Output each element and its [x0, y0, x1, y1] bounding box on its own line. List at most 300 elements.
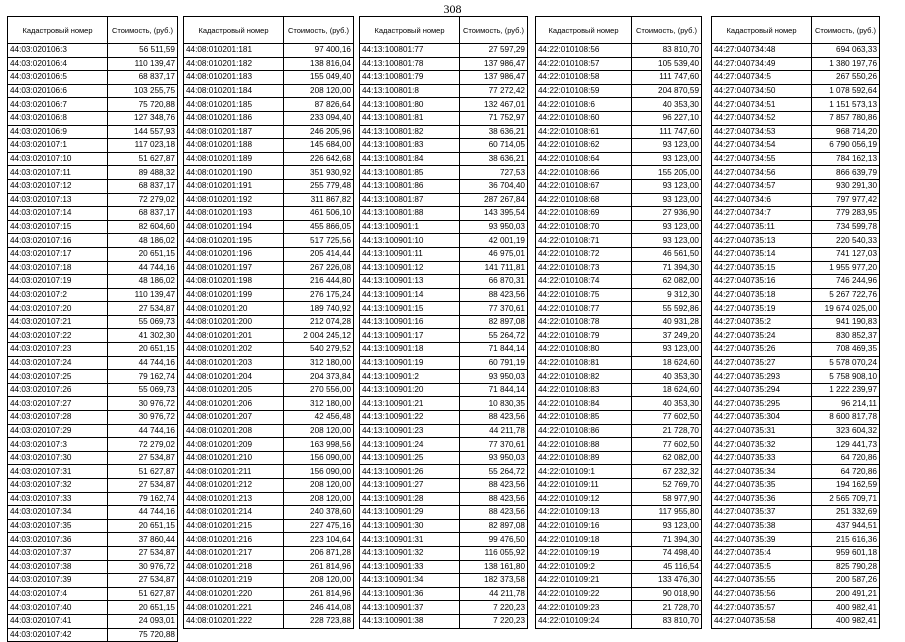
cadastral-number-cell: 44:13:100801:88 [360, 207, 460, 221]
cost-cell: 75 720,88 [108, 628, 178, 642]
cadastral-number-cell: 44:03:020106:9 [8, 125, 108, 139]
cost-cell: 27 534,87 [108, 479, 178, 493]
table-row [360, 479, 528, 493]
cost-cell: 400 982,41 [812, 614, 880, 628]
cadastre-table-2 [183, 16, 354, 629]
cost-cell: 206 871,28 [284, 546, 354, 560]
cadastral-number-cell: 44:22:010109:1 [536, 465, 632, 479]
cost-cell: 55 069,73 [108, 315, 178, 329]
table-row [536, 465, 702, 479]
table-row [360, 275, 528, 289]
cost-cell: 734 599,78 [812, 220, 880, 234]
cost-cell: 46 561,50 [632, 247, 702, 261]
cadastral-number-cell: 44:13:100901:10 [360, 234, 460, 248]
cadastral-number-cell: 44:03:020107:32 [8, 479, 108, 493]
cadastral-number-cell: 44:27:040735:38 [712, 519, 812, 533]
table-row [184, 546, 354, 560]
table-row [184, 261, 354, 275]
table-row [184, 179, 354, 193]
table-row [8, 220, 178, 234]
cost-cell: 204 373,84 [284, 370, 354, 384]
cadastral-number-cell: 44:27:040735:16 [712, 275, 812, 289]
cost-cell: 694 063,33 [812, 44, 880, 58]
table-row [536, 383, 702, 397]
cadastral-number-cell: 44:13:100901:18 [360, 343, 460, 357]
table-row [184, 84, 354, 98]
cadastral-number-cell: 44:13:100901:27 [360, 479, 460, 493]
table-row [536, 84, 702, 98]
table-row [184, 111, 354, 125]
cadastral-number-cell: 44:22:010108:62 [536, 139, 632, 153]
cost-cell: 111 747,60 [632, 125, 702, 139]
cost-cell: 276 175,24 [284, 288, 354, 302]
table-row [184, 479, 354, 493]
cost-cell: 208 120,00 [284, 574, 354, 588]
cadastral-number-cell: 44:27:040734:50 [712, 84, 812, 98]
cost-cell: 2 004 245,12 [284, 329, 354, 343]
table-row [536, 288, 702, 302]
cadastral-number-cell: 44:03:020107:12 [8, 179, 108, 193]
cadastral-number-cell: 44:22:010108:61 [536, 125, 632, 139]
table-row [712, 220, 880, 234]
cadastral-number-cell: 44:13:100901:13 [360, 275, 460, 289]
table-row [8, 98, 178, 112]
cost-cell: 62 082,00 [632, 275, 702, 289]
table-row [184, 424, 354, 438]
cadastral-number-cell: 44:27:040734:7 [712, 207, 812, 221]
table-row [8, 587, 178, 601]
cadastral-number-cell: 44:22:010109:23 [536, 601, 632, 615]
cadastral-number-cell: 44:08:010201:221 [184, 601, 284, 615]
table-row [712, 125, 880, 139]
cost-cell: 90 018,90 [632, 587, 702, 601]
cadastral-number-cell: 44:27:040735:2 [712, 315, 812, 329]
header-cadastral-number: Кадастровый номер [8, 17, 108, 44]
cost-cell: 141 711,81 [460, 261, 528, 275]
cost-cell: 205 414,44 [284, 247, 354, 261]
table-row [712, 546, 880, 560]
cost-cell: 137 986,47 [460, 71, 528, 85]
table-row [536, 315, 702, 329]
table-row [184, 139, 354, 153]
cost-cell: 48 186,02 [108, 234, 178, 248]
cost-cell: 240 378,60 [284, 506, 354, 520]
table-row [360, 519, 528, 533]
table-row [360, 383, 528, 397]
table-row [536, 166, 702, 180]
cost-cell: 71 844,14 [460, 343, 528, 357]
table-row [184, 383, 354, 397]
table-row [184, 492, 354, 506]
table-row [360, 315, 528, 329]
cadastral-number-cell: 44:08:010201:201 [184, 329, 284, 343]
cadastral-number-cell: 44:03:020107:38 [8, 560, 108, 574]
cadastral-number-cell: 44:13:100901:19 [360, 356, 460, 370]
cadastral-number-cell: 44:08:010201:199 [184, 288, 284, 302]
cadastral-number-cell: 44:22:010108:56 [536, 44, 632, 58]
table-row [536, 546, 702, 560]
table-row [8, 329, 178, 343]
table-row [712, 44, 880, 58]
table-row [360, 574, 528, 588]
table-row [712, 560, 880, 574]
table-row [8, 193, 178, 207]
cadastral-number-cell: 44:22:010108:83 [536, 383, 632, 397]
table-row [8, 44, 178, 58]
table-row [360, 370, 528, 384]
table-row [8, 411, 178, 425]
cadastral-number-cell: 44:27:040734:6 [712, 193, 812, 207]
cadastral-number-cell: 44:13:100901:31 [360, 533, 460, 547]
cost-cell: 40 931,28 [632, 315, 702, 329]
table-row [8, 546, 178, 560]
cost-cell: 779 283,95 [812, 207, 880, 221]
cost-cell: 51 627,87 [108, 152, 178, 166]
cost-cell: 42 001,19 [460, 234, 528, 248]
cost-cell: 155 049,40 [284, 71, 354, 85]
cadastral-number-cell: 44:08:010201:184 [184, 84, 284, 98]
cost-cell: 144 557,93 [108, 125, 178, 139]
cadastral-number-cell: 44:03:020107:41 [8, 614, 108, 628]
cadastral-number-cell: 44:22:010108:64 [536, 152, 632, 166]
header-cost: Стоимость, (руб.) [108, 17, 178, 44]
cost-cell: 93 123,00 [632, 343, 702, 357]
table-row [8, 302, 178, 316]
table-row [536, 601, 702, 615]
cadastral-number-cell: 44:03:020106:8 [8, 111, 108, 125]
cost-cell: 88 423,56 [460, 288, 528, 302]
cost-cell: 88 423,56 [460, 411, 528, 425]
cadastral-number-cell: 44:13:100801:85 [360, 166, 460, 180]
cadastral-number-cell: 44:22:010108:78 [536, 315, 632, 329]
cost-cell: 82 897,08 [460, 315, 528, 329]
cadastral-number-cell: 44:03:020107:13 [8, 193, 108, 207]
cost-cell: 226 642,68 [284, 152, 354, 166]
table-row [536, 261, 702, 275]
cadastral-number-cell: 44:27:040735:26 [712, 343, 812, 357]
cost-cell: 323 604,32 [812, 424, 880, 438]
cost-cell: 930 291,30 [812, 179, 880, 193]
cadastral-number-cell: 44:03:020107:15 [8, 220, 108, 234]
cadastral-number-cell: 44:08:010201:217 [184, 546, 284, 560]
cost-cell: 311 867,82 [284, 193, 354, 207]
cost-cell: 194 162,59 [812, 479, 880, 493]
table-row [8, 57, 178, 71]
table-row [536, 247, 702, 261]
cost-cell: 1 955 977,20 [812, 261, 880, 275]
table-row [360, 247, 528, 261]
table-row [536, 44, 702, 58]
cadastral-number-cell: 44:22:010109:22 [536, 587, 632, 601]
cadastral-number-cell: 44:27:040734:49 [712, 57, 812, 71]
table-row [712, 275, 880, 289]
cadastral-number-cell: 44:27:040735:18 [712, 288, 812, 302]
cost-cell: 5 267 722,76 [812, 288, 880, 302]
cost-cell: 60 791,19 [460, 356, 528, 370]
cost-cell: 138 161,80 [460, 560, 528, 574]
cost-cell: 156 090,00 [284, 465, 354, 479]
table-row [360, 166, 528, 180]
cost-cell: 44 744,16 [108, 506, 178, 520]
table-row [184, 207, 354, 221]
cost-cell: 20 651,15 [108, 601, 178, 615]
cadastral-number-cell: 44:08:010201:187 [184, 125, 284, 139]
table-row [184, 288, 354, 302]
cost-cell: 117 023,18 [108, 139, 178, 153]
cadastral-number-cell: 44:13:100901:15 [360, 302, 460, 316]
table-row [8, 315, 178, 329]
cadastral-number-cell: 44:03:020107:4 [8, 587, 108, 601]
cost-cell: 77 370,61 [460, 438, 528, 452]
cadastral-number-cell: 44:08:010201:192 [184, 193, 284, 207]
table-row [536, 614, 702, 628]
table-row [536, 220, 702, 234]
table-row [360, 397, 528, 411]
cadastral-number-cell: 44:22:010109:18 [536, 533, 632, 547]
table-row [8, 152, 178, 166]
cadastral-number-cell: 44:13:100901:11 [360, 247, 460, 261]
cadastral-number-cell: 44:08:010201:220 [184, 587, 284, 601]
cost-cell: 21 728,70 [632, 424, 702, 438]
table-row [360, 438, 528, 452]
cadastral-number-cell: 44:22:010109:13 [536, 506, 632, 520]
cadastral-number-cell: 44:08:010201:208 [184, 424, 284, 438]
table-row [360, 424, 528, 438]
cost-cell: 30 976,72 [108, 560, 178, 574]
cost-cell: 220 540,33 [812, 234, 880, 248]
cadastral-number-cell: 44:08:010201:216 [184, 533, 284, 547]
cost-cell: 93 123,00 [632, 179, 702, 193]
cadastral-number-cell: 44:27:040735:35 [712, 479, 812, 493]
cost-cell: 540 279,52 [284, 343, 354, 357]
cadastral-number-cell: 44:22:010108:81 [536, 356, 632, 370]
cadastral-number-cell: 44:08:010201:207 [184, 411, 284, 425]
cadastral-number-cell: 44:03:020107:40 [8, 601, 108, 615]
table-row [536, 139, 702, 153]
cadastral-number-cell: 44:13:100901:36 [360, 587, 460, 601]
cost-cell: 227 475,16 [284, 519, 354, 533]
table-row [712, 329, 880, 343]
cost-cell: 82 604,60 [108, 220, 178, 234]
cadastral-number-cell: 44:27:040735:57 [712, 601, 812, 615]
table-row [184, 193, 354, 207]
cadastre-table-5 [711, 16, 880, 629]
cadastral-number-cell: 44:13:100901:20 [360, 383, 460, 397]
cost-cell: 97 400,16 [284, 44, 354, 58]
table-row [8, 601, 178, 615]
cadastral-number-cell: 44:22:010108:73 [536, 261, 632, 275]
cadastral-number-cell: 44:08:010201:218 [184, 560, 284, 574]
cadastral-number-cell: 44:22:010108:77 [536, 302, 632, 316]
cadastral-number-cell: 44:03:020107:20 [8, 302, 108, 316]
table-row [536, 397, 702, 411]
cost-cell: 79 162,74 [108, 492, 178, 506]
table-row [8, 560, 178, 574]
cadastral-number-cell: 44:27:040735:13 [712, 234, 812, 248]
cadastral-number-cell: 44:13:100901:1 [360, 220, 460, 234]
table-row [360, 546, 528, 560]
cadastre-table-1 [7, 16, 178, 642]
cadastral-number-cell: 44:13:100901:37 [360, 601, 460, 615]
cadastral-number-cell: 44:27:040735:294 [712, 383, 812, 397]
cost-cell: 116 055,92 [460, 546, 528, 560]
table-row [360, 207, 528, 221]
table-row [8, 451, 178, 465]
cost-cell: 312 180,00 [284, 356, 354, 370]
cost-cell: 111 747,60 [632, 71, 702, 85]
cost-cell: 216 444,80 [284, 275, 354, 289]
table-row [184, 166, 354, 180]
table-row [360, 302, 528, 316]
cost-cell: 133 476,30 [632, 574, 702, 588]
cost-cell: 1 222 239,97 [812, 383, 880, 397]
cadastral-number-cell: 44:08:010201:214 [184, 506, 284, 520]
cost-cell: 941 190,83 [812, 315, 880, 329]
table-row [712, 479, 880, 493]
table-row [536, 125, 702, 139]
table-row [184, 315, 354, 329]
cost-cell: 105 539,40 [632, 57, 702, 71]
cost-cell: 741 127,03 [812, 247, 880, 261]
cadastral-number-cell: 44:13:100901:38 [360, 614, 460, 628]
table-row [712, 288, 880, 302]
cost-cell: 68 837,17 [108, 71, 178, 85]
cadastral-number-cell: 44:27:040734:52 [712, 111, 812, 125]
cost-cell: 93 123,00 [632, 519, 702, 533]
cost-cell: 93 123,00 [632, 139, 702, 153]
cadastral-number-cell: 44:08:010201:202 [184, 343, 284, 357]
cadastral-number-cell: 44:27:040734:5 [712, 71, 812, 85]
table-row [360, 451, 528, 465]
cadastral-number-cell: 44:03:020107:23 [8, 343, 108, 357]
cadastral-number-cell: 44:13:100901:23 [360, 424, 460, 438]
table-row [184, 234, 354, 248]
cadastral-number-cell: 44:08:010201:196 [184, 247, 284, 261]
cost-cell: 93 123,00 [632, 152, 702, 166]
table-row [712, 519, 880, 533]
cost-cell: 93 950,03 [460, 370, 528, 384]
table-row [712, 356, 880, 370]
table-row [712, 193, 880, 207]
cost-cell: 55 264,72 [460, 329, 528, 343]
table-row [536, 111, 702, 125]
cadastral-number-cell: 44:22:010108:67 [536, 179, 632, 193]
cadastral-number-cell: 44:08:010201:188 [184, 139, 284, 153]
cadastral-number-cell: 44:03:020107:1 [8, 139, 108, 153]
cost-cell: 77 602,50 [632, 411, 702, 425]
table-row [360, 111, 528, 125]
table-row [184, 370, 354, 384]
table-row [360, 57, 528, 71]
table-row [712, 207, 880, 221]
cost-cell: 204 870,59 [632, 84, 702, 98]
cadastre-table-3 [359, 16, 528, 629]
cost-cell: 5 758 908,10 [812, 370, 880, 384]
cost-cell: 9 312,30 [632, 288, 702, 302]
cadastral-number-cell: 44:08:010201:200 [184, 315, 284, 329]
cost-cell: 38 636,21 [460, 152, 528, 166]
cadastral-number-cell: 44:03:020106:6 [8, 84, 108, 98]
cadastral-number-cell: 44:03:020107:18 [8, 261, 108, 275]
cadastral-number-cell: 44:13:100901:17 [360, 329, 460, 343]
cadastral-number-cell: 44:08:010201:20 [184, 302, 284, 316]
cost-cell: 200 491,21 [812, 587, 880, 601]
cost-cell: 2 565 709,71 [812, 492, 880, 506]
table-row [536, 343, 702, 357]
cadastral-number-cell: 44:27:040735:15 [712, 261, 812, 275]
cadastral-number-cell: 44:27:040734:53 [712, 125, 812, 139]
cadastral-number-cell: 44:03:020107:33 [8, 492, 108, 506]
cost-cell: 968 714,20 [812, 125, 880, 139]
table-row [184, 451, 354, 465]
table-row [536, 152, 702, 166]
cost-cell: 825 790,28 [812, 560, 880, 574]
cost-cell: 208 120,00 [284, 492, 354, 506]
table-row [712, 111, 880, 125]
cadastral-number-cell: 44:03:020107:19 [8, 275, 108, 289]
cost-cell: 96 227,10 [632, 111, 702, 125]
cadastral-number-cell: 44:22:010108:66 [536, 166, 632, 180]
cadastral-number-cell: 44:13:100801:82 [360, 125, 460, 139]
table-row [184, 329, 354, 343]
table-row [184, 560, 354, 574]
table-row [712, 343, 880, 357]
cadastral-number-cell: 44:22:010109:2 [536, 560, 632, 574]
cadastral-number-cell: 44:27:040734:56 [712, 166, 812, 180]
table-row [360, 261, 528, 275]
cost-cell: 208 120,00 [284, 479, 354, 493]
cost-cell: 88 423,56 [460, 479, 528, 493]
table-row [8, 383, 178, 397]
cadastral-number-cell: 44:27:040735:36 [712, 492, 812, 506]
cost-cell: 42 456,48 [284, 411, 354, 425]
cost-cell: 27 936,90 [632, 207, 702, 221]
cadastral-number-cell: 44:27:040735:19 [712, 302, 812, 316]
cadastral-number-cell: 44:22:010108:59 [536, 84, 632, 98]
cadastral-number-cell: 44:27:040735:37 [712, 506, 812, 520]
table-row [8, 71, 178, 85]
cost-cell: 27 597,29 [460, 44, 528, 58]
cadastral-number-cell: 44:08:010201:191 [184, 179, 284, 193]
table-row [360, 125, 528, 139]
cadastral-number-cell: 44:27:040735:32 [712, 438, 812, 452]
table-row [184, 587, 354, 601]
table-row [360, 560, 528, 574]
cadastral-number-cell: 44:08:010201:204 [184, 370, 284, 384]
cost-cell: 71 844,14 [460, 383, 528, 397]
header-cadastral-number: Кадастровый номер [712, 17, 812, 44]
cadastral-number-cell: 44:03:020107:16 [8, 234, 108, 248]
table-row [712, 424, 880, 438]
table-row [712, 506, 880, 520]
cadastral-number-cell: 44:13:100801:80 [360, 98, 460, 112]
cost-cell: 959 601,18 [812, 546, 880, 560]
cost-cell: 48 186,02 [108, 275, 178, 289]
cost-cell: 36 704,40 [460, 179, 528, 193]
table-row [536, 492, 702, 506]
cost-cell: 20 651,15 [108, 519, 178, 533]
table-row [360, 288, 528, 302]
cadastral-number-cell: 44:08:010201:194 [184, 220, 284, 234]
table-row [360, 220, 528, 234]
cost-cell: 46 975,01 [460, 247, 528, 261]
table-row [536, 424, 702, 438]
cost-cell: 87 826,64 [284, 98, 354, 112]
table-row [8, 125, 178, 139]
cost-cell: 6 790 056,19 [812, 139, 880, 153]
table-row [360, 506, 528, 520]
cadastral-number-cell: 44:03:020107:42 [8, 628, 108, 642]
